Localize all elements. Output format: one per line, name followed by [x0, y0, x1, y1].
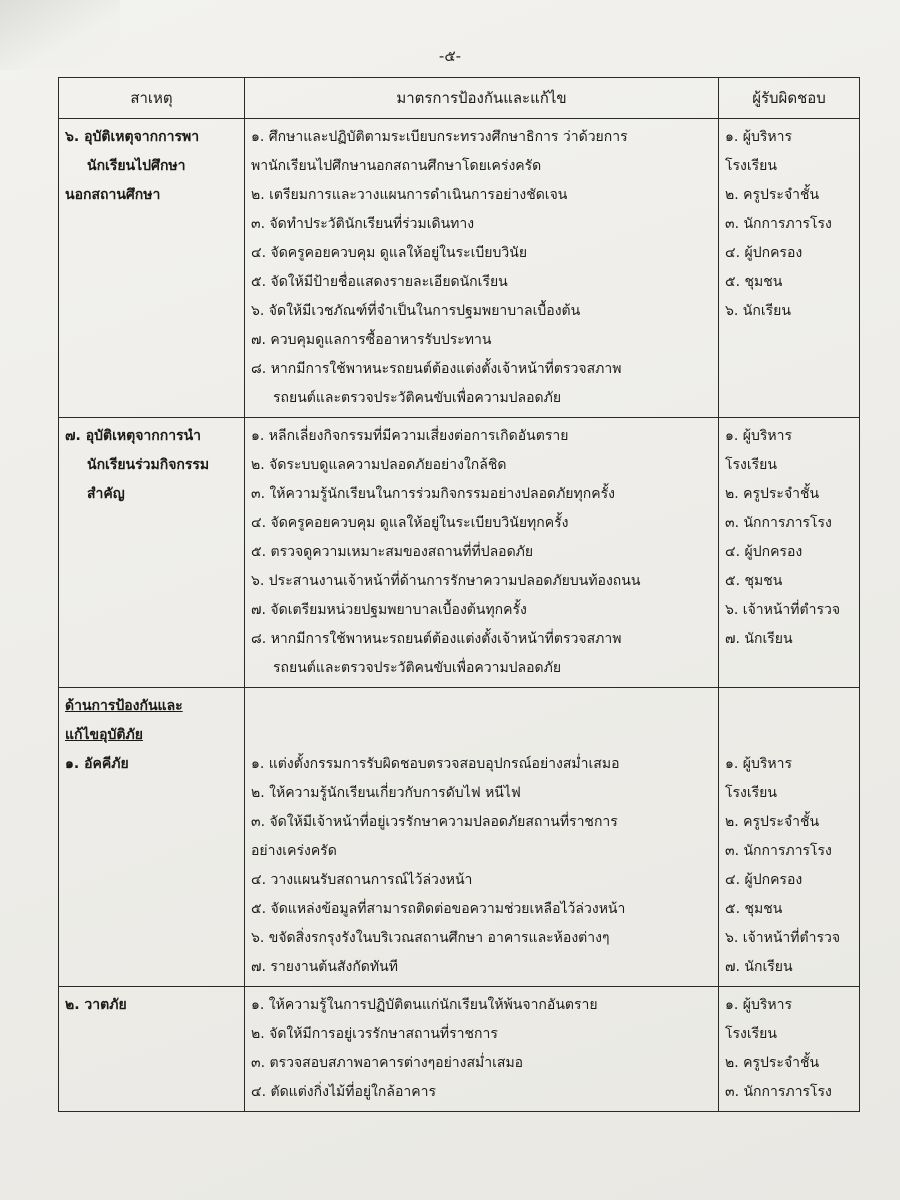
- measure-line: ๒. จัดระบบดูแลความปลอดภัยอย่างใกล้ชิด: [251, 457, 507, 473]
- responsible-line: ๕. ชุมชน: [725, 573, 783, 589]
- measure-line: ๒. เตรียมการและวางแผนการดำเนินการอย่างชัดเจน: [251, 187, 568, 203]
- measure-line: ๘. หากมีการใช้พาหนะรถยนต์ต้องแต่งตั้งเจ้าหน้าที่ตรวจสภาพ: [251, 361, 622, 377]
- responsible-line: ๗. นักเรียน: [725, 631, 793, 647]
- responsible-cell: [719, 688, 860, 987]
- responsible-line: ๒. ครูประจำชั้น: [725, 187, 820, 203]
- table-header-row: [59, 78, 860, 119]
- measure-line: ๔. วางแผนรับสถานการณ์ไว้ล่วงหน้า: [251, 872, 473, 888]
- responsible-line: โรงเรียน: [725, 1026, 777, 1042]
- responsible-line: ๓. นักการภารโรง: [725, 843, 832, 859]
- table-row: [59, 418, 860, 688]
- responsible-line: ๒. ครูประจำชั้น: [725, 486, 820, 502]
- table-row: [59, 987, 860, 1112]
- measure-line: ๓. ตรวจสอบสภาพอาคารต่างๆอย่างสม่ำเสมอ: [251, 1055, 524, 1071]
- cause-line: ๑. อัคคีภัย: [65, 756, 129, 772]
- responsible-line: ๕. ชุมชน: [725, 274, 783, 290]
- measure-line: ๓. ให้ความรู้นักเรียนในการร่วมกิจกรรมอย่างปลอดภัยทุกครั้ง: [251, 486, 615, 502]
- measure-line: ๓. จัดให้มีเจ้าหน้าที่อยู่เวรรักษาความปลอดภัยสถานที่ราชการ: [251, 814, 618, 830]
- measure-line: ๖. ประสานงานเจ้าหน้าที่ด้านการรักษาความปลอดภัยบนท้องถนน: [251, 573, 641, 589]
- cause-cell: [59, 987, 245, 1112]
- measure-line: ๔. จัดครูคอยควบคุม ดูแลให้อยู่ในระเบียบวินัย: [251, 245, 528, 261]
- header-responsible: ผู้รับผิดชอบ: [719, 78, 860, 119]
- measures-spacer: [251, 692, 712, 750]
- cause-cell: [59, 119, 245, 418]
- measure-line: ๔. ตัดแต่งกิ่งไม้ที่อยู่ใกล้อาคาร: [251, 1084, 436, 1100]
- measure-line: ๖. ขจัดสิ่งรกรุงรังในบริเวณสถานศึกษา อาคารและห้องต่างๆ: [251, 930, 610, 946]
- cause-line: ๒. วาตภัย: [65, 997, 127, 1013]
- cause-cell: [59, 688, 245, 987]
- cause-line: นักเรียนไปศึกษา: [87, 158, 186, 174]
- responsible-line: ๓. นักการภารโรง: [725, 216, 832, 232]
- cause-line: นักเรียนร่วมกิจกรรม: [87, 457, 210, 473]
- cause-line: ๗. อุบัติเหตุจากการนำ: [65, 428, 202, 444]
- cause-line: นอกสถานศึกษา: [65, 187, 161, 203]
- responsible-line: ๔. ผู้ปกครอง: [725, 245, 803, 261]
- responsible-line: ๗. นักเรียน: [725, 959, 793, 975]
- measure-line: พานักเรียนไปศึกษานอกสถานศึกษาโดยเคร่งครัด: [251, 158, 542, 174]
- responsible-cell: [719, 119, 860, 418]
- page-number: -๕-: [438, 47, 462, 65]
- responsible-line: ๓. นักการภารโรง: [725, 1084, 832, 1100]
- measure-line: ๑. แต่งตั้งกรรมการรับผิดชอบตรวจสอบอุปกรณ์อย่างสม่ำเสมอ: [251, 756, 620, 772]
- cause-line: สำคัญ: [87, 486, 125, 502]
- measure-line: ๕. จัดให้มีป้ายชื่อแสดงรายละเอียดนักเรียน: [251, 274, 508, 290]
- section-heading: แก้ไขอุบัติภัย: [65, 727, 143, 743]
- responsible-line: ๖. เจ้าหน้าที่ตำรวจ: [725, 602, 841, 618]
- responsible-line: ๒. ครูประจำชั้น: [725, 814, 820, 830]
- measure-line: ๕. จัดแหล่งข้อมูลที่สามารถติดต่อขอความช่วยเหลือไว้ล่วงหน้า: [251, 901, 626, 917]
- measure-line: ๒. ให้ความรู้นักเรียนเกี่ยวกับการดับไฟ หนีไฟ: [251, 785, 521, 801]
- measures-cell: [245, 119, 719, 418]
- measure-line: รถยนต์และตรวจประวัติคนขับเพื่อความปลอดภัย: [273, 660, 562, 676]
- responsible-line: โรงเรียน: [725, 785, 777, 801]
- responsible-spacer: [725, 692, 853, 750]
- table-row: [59, 119, 860, 418]
- header-cause: สาเหตุ: [59, 78, 245, 119]
- responsible-line: โรงเรียน: [725, 457, 777, 473]
- measure-line: ๗. รายงานต้นสังกัดทันที: [251, 959, 398, 975]
- measure-line: ๑. หลีกเลี่ยงกิจกรรมที่มีความเสี่ยงต่อการเกิดอันตราย: [251, 428, 569, 444]
- measure-line: ๑. ศึกษาและปฏิบัติตามระเบียบกระทรวงศึกษาธิการ ว่าด้วยการ: [251, 129, 628, 145]
- measures-cell: [245, 688, 719, 987]
- responsible-line: ๑. ผู้บริหาร: [725, 428, 793, 444]
- measure-line: ๗. จัดเตรียมหน่วยปฐมพยาบาลเบื้องต้นทุกครั้ง: [251, 602, 527, 618]
- measure-line: ๕. ตรวจดูความเหมาะสมของสถานที่ที่ปลอดภัย: [251, 544, 534, 560]
- cause-line: ๖. อุบัติเหตุจากการพา: [65, 129, 200, 145]
- measures-cell: [245, 987, 719, 1112]
- responsible-line: ๔. ผู้ปกครอง: [725, 872, 803, 888]
- measure-line: ๑. ให้ความรู้ในการปฏิบัติตนแก่นักเรียนให้พ้นจากอันตราย: [251, 997, 598, 1013]
- cause-cell: [59, 418, 245, 688]
- responsible-line: ๒. ครูประจำชั้น: [725, 1055, 820, 1071]
- responsible-line: ๑. ผู้บริหาร: [725, 997, 793, 1013]
- measure-line: อย่างเคร่งครัด: [251, 843, 337, 859]
- measure-line: รถยนต์และตรวจประวัติคนขับเพื่อความปลอดภัย: [273, 390, 562, 406]
- measure-line: ๒. จัดให้มีการอยู่เวรรักษาสถานที่ราชการ: [251, 1026, 498, 1042]
- responsible-line: ๑. ผู้บริหาร: [725, 129, 793, 145]
- responsible-cell: [719, 987, 860, 1112]
- responsible-line: ๖. เจ้าหน้าที่ตำรวจ: [725, 930, 841, 946]
- responsible-line: ๖. นักเรียน: [725, 303, 791, 319]
- measure-line: ๗. ควบคุมดูแลการซื้ออาหารรับประทาน: [251, 332, 492, 348]
- measures-cell: [245, 418, 719, 688]
- measure-line: ๓. จัดทำประวัตินักเรียนที่ร่วมเดินทาง: [251, 216, 475, 232]
- table-row: [59, 688, 860, 987]
- measures-table: [58, 77, 860, 1112]
- measure-line: ๘. หากมีการใช้พาหนะรถยนต์ต้องแต่งตั้งเจ้าหน้าที่ตรวจสภาพ: [251, 631, 622, 647]
- responsible-line: ๑. ผู้บริหาร: [725, 756, 793, 772]
- responsible-line: โรงเรียน: [725, 158, 777, 174]
- responsible-cell: [719, 418, 860, 688]
- responsible-line: ๓. นักการภารโรง: [725, 515, 832, 531]
- measure-line: ๖. จัดให้มีเวชภัณฑ์ที่จำเป็นในการปฐมพยาบาลเบื้องต้น: [251, 303, 581, 319]
- section-heading: ด้านการป้องกันและ: [65, 698, 183, 714]
- responsible-line: ๔. ผู้ปกครอง: [725, 544, 803, 560]
- responsible-line: ๕. ชุมชน: [725, 901, 783, 917]
- header-measures: มาตรการป้องกันและแก้ไข: [245, 78, 719, 119]
- measure-line: ๔. จัดครูคอยควบคุม ดูแลให้อยู่ในระเบียบวินัยทุกครั้ง: [251, 515, 569, 531]
